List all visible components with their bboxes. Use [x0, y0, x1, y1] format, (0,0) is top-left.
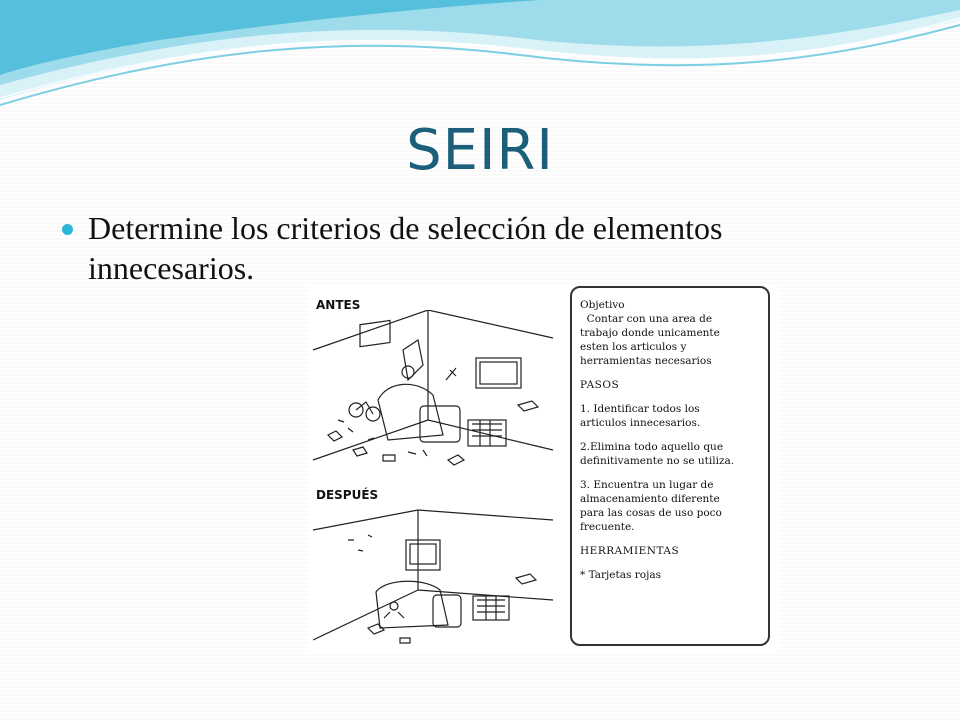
steps-heading: PASOS [580, 379, 620, 391]
step-3-line: 3. Encuentra un lugar de [580, 479, 714, 491]
step-3-line: para las cosas de uso poco [580, 507, 722, 519]
after-label: DESPUÉS [316, 488, 379, 502]
bullet-icon [62, 224, 73, 235]
step-1-line: 1. Identificar todos los [580, 403, 700, 415]
before-illustration [308, 310, 558, 478]
tools-item: * Tarjetas rojas [580, 569, 661, 581]
objective-panel [570, 286, 770, 646]
step-1-line: articulos innecesarios. [580, 417, 701, 429]
slide-title: SEIRI [406, 118, 554, 183]
objective-heading: Objetivo [580, 299, 625, 311]
objective-line: esten los articulos y [580, 341, 687, 353]
step-3-line: frecuente. [580, 521, 635, 533]
objective-line: Contar con una area de [580, 313, 713, 325]
objective-line: herramientas necesarios [580, 355, 712, 367]
seiri-figure [308, 286, 778, 654]
step-2-line: definitivamente no se utiliza. [580, 455, 735, 467]
step-3-line: almacenamiento diferente [580, 493, 720, 505]
after-illustration [308, 500, 558, 654]
bullet-text: Determine los criterios de selección de elementos innecesarios. [88, 210, 723, 286]
before-label: ANTES [316, 298, 361, 312]
header-wave [0, 0, 960, 120]
step-2-line: 2.Elimina todo aquello que [580, 441, 724, 453]
tools-heading: HERRAMIENTAS [580, 545, 680, 557]
objective-line: trabajo donde unicamente [580, 327, 720, 339]
